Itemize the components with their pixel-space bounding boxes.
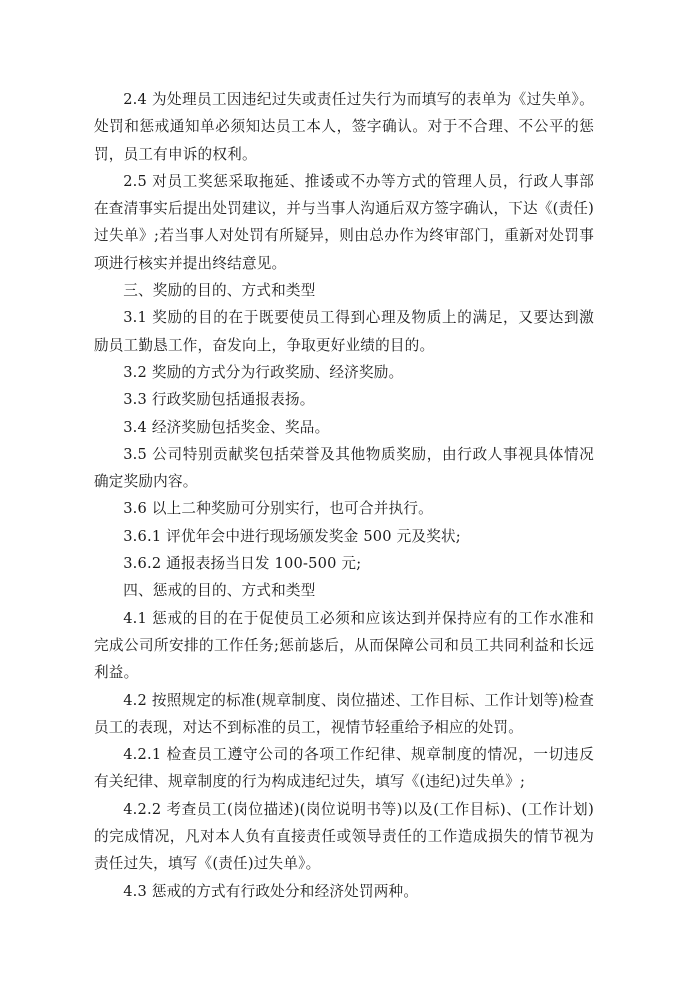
paragraph-3-1: 3.1 奖励的目的在于既要使员工得到心理及物质上的满足，又要达到激励员工勤恳工作，奋发向上，争取更好业绩的目的。 xyxy=(94,309,594,354)
paragraph-4-2-1: 4.2.1 检查员工遵守公司的各项工作纪律、规章制度的情况，一切违反有关纪律、规章制度的行为构成违纪过失，填写《(违纪)过失单》; xyxy=(94,746,594,791)
paragraph-3-4: 3.4 经济奖励包括奖金、奖品。 xyxy=(123,418,330,436)
paragraph-2-4: 2.4 为处理员工因违纪过失或责任过失行为而填写的表单为《过失单》。处罚和惩戒通知单必须知达员工本人，签字确认。对于不合理、不公平的惩罚，员工有申诉的权利。 xyxy=(94,91,594,163)
paragraph-3-6: 3.6 以上二种奖励可分别实行，也可合并执行。 xyxy=(123,500,433,518)
paragraph-4-2: 4.2 按照规定的标准(规章制度、岗位描述、工作目标、工作计划等)检查员工的表现，对达不到标准的员工，视情节轻重给予相应的处罚。 xyxy=(94,691,594,736)
section-heading-rewards: 三、奖励的目的、方式和类型 xyxy=(123,282,316,300)
paragraph-4-3: 4.3 惩戒的方式有行政处分和经济处罚两种。 xyxy=(123,882,419,900)
paragraph-3-2: 3.2 奖励的方式分为行政奖励、经济奖励。 xyxy=(123,363,404,381)
paragraph-2-5: 2.5 对员工奖惩采取拖延、推诿或不办等方式的管理人员，行政人事部在查清事实后提出处罚建议，并与当事人沟通后双方签字确认，下达《(责任)过失单》;若当事人对处罚有所疑异，则由总办作为终审部门，重新对处罚事项进行核实并提出终结意见。 xyxy=(94,172,594,272)
section-heading-discipline: 四、惩戒的目的、方式和类型 xyxy=(123,582,316,600)
paragraph-4-2-2: 4.2.2 考查员工(岗位描述)(岗位说明书等)以及(工作目标)、(工作计划)的完成情况，凡对本人负有直接责任或领导责任的工作造成损失的情节视为责任过失，填写《(责任)过失单》。 xyxy=(94,800,594,873)
paragraph-4-1: 4.1 惩戒的目的在于促使员工必须和应该达到并保持应有的工作水准和完成公司所安排的工作任务;惩前毖后，从而保障公司和员工共同利益和长远利益。 xyxy=(94,609,594,682)
paragraph-3-5: 3.5 公司特别贡献奖包括荣誉及其他物质奖励，由行政人事视具体情况确定奖励内容。 xyxy=(94,445,594,491)
paragraph-3-3: 3.3 行政奖励包括通报表扬。 xyxy=(123,391,315,409)
paragraph-3-6-2: 3.6.2 通报表扬当日发 100-500 元; xyxy=(123,555,362,573)
paragraph-3-6-1: 3.6.1 评优年会中进行现场颁发奖金 500 元及奖状; xyxy=(123,527,461,545)
